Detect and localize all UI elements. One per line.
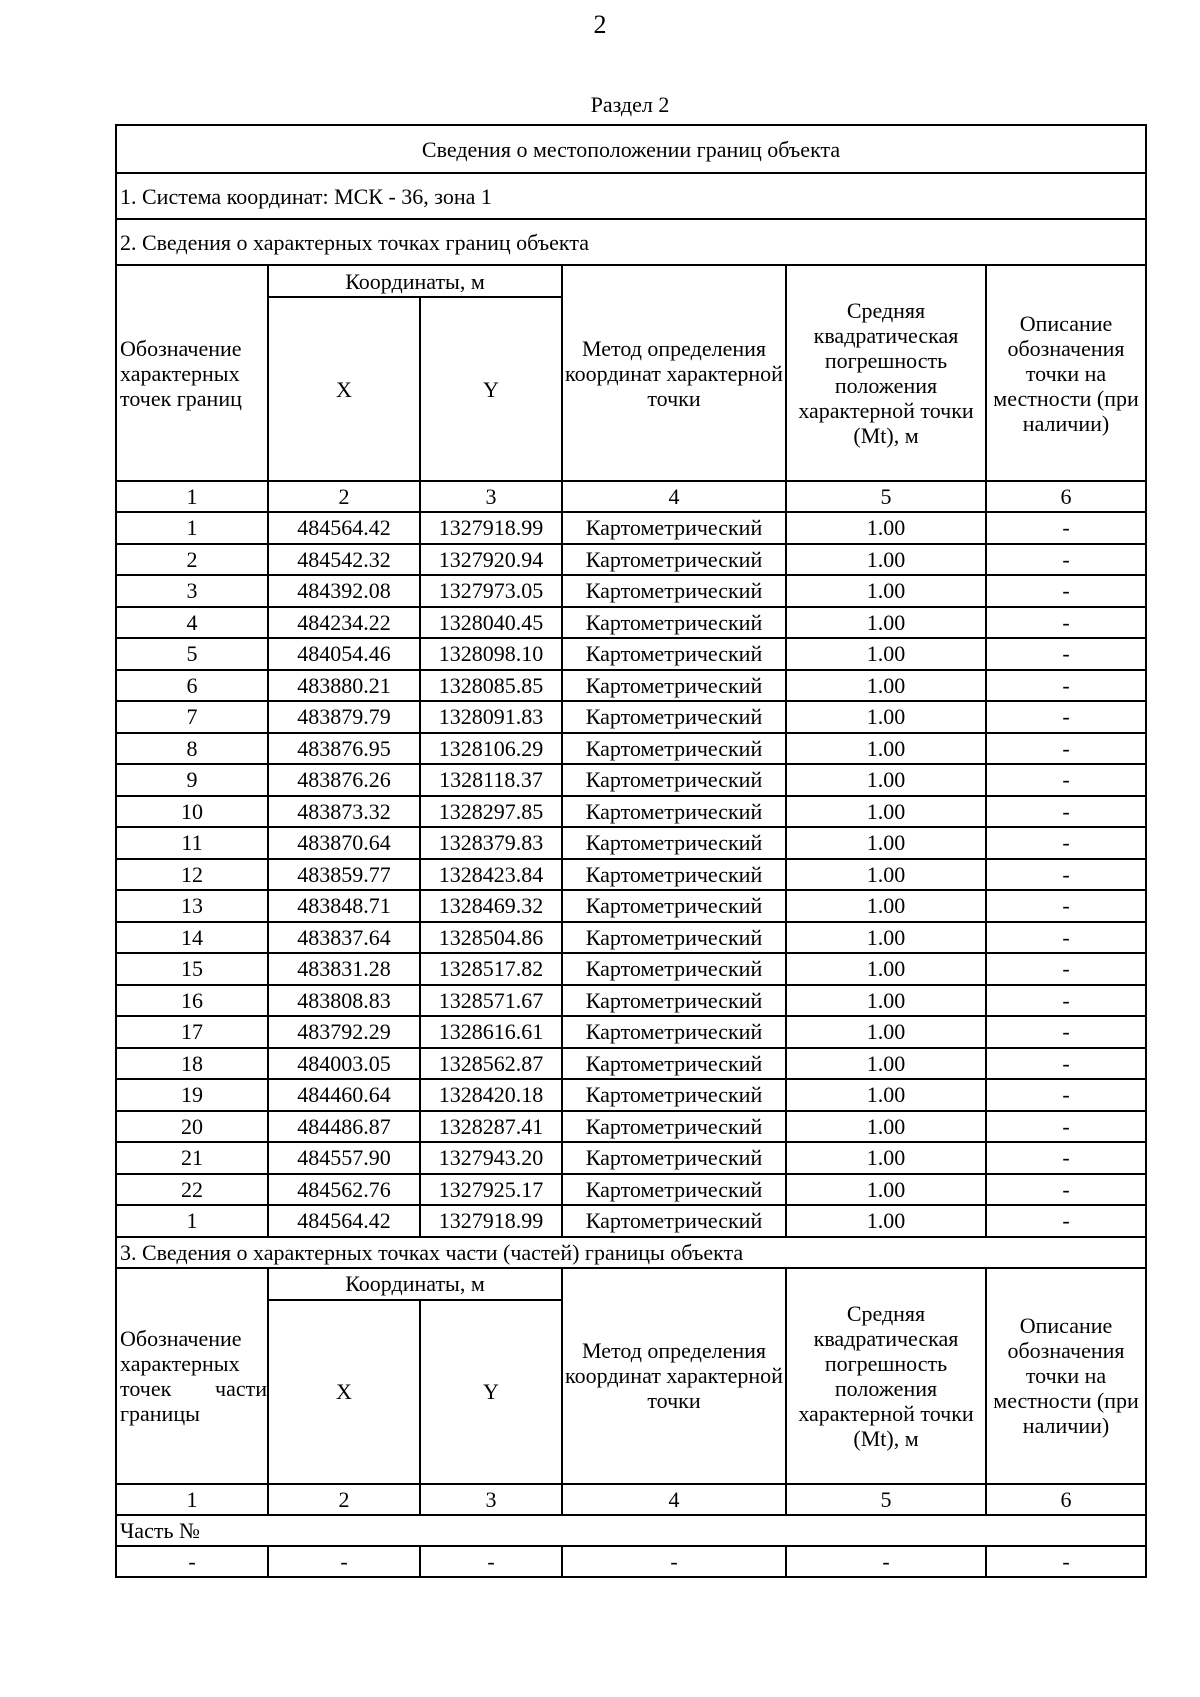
point-mt: 1.00 — [786, 1142, 986, 1174]
point-number: 9 — [116, 764, 268, 796]
point-description: - — [986, 1048, 1146, 1080]
point-y: 1327920.94 — [420, 544, 562, 576]
parts-column-numbers-row — [116, 1484, 1146, 1515]
part-empty-cell: - — [986, 1546, 1146, 1577]
point-number: 20 — [116, 1111, 268, 1143]
table-row — [116, 1016, 1146, 1048]
column-number: 2 — [268, 481, 420, 512]
table-row — [116, 1048, 1146, 1080]
point-method: Картометрический — [562, 607, 786, 639]
point-x: 484054.46 — [268, 638, 420, 670]
parts-header-row — [116, 1268, 1146, 1300]
point-description: - — [986, 1142, 1146, 1174]
point-method: Картометрический — [562, 512, 786, 544]
point-mt: 1.00 — [786, 638, 986, 670]
table-row — [116, 1174, 1146, 1206]
column-number: 5 — [786, 1484, 986, 1515]
column-number: 5 — [786, 481, 986, 512]
point-y: 1327925.17 — [420, 1174, 562, 1206]
header-x: X — [268, 297, 420, 481]
point-x: 484557.90 — [268, 1142, 420, 1174]
parts-header-point-designation: Обозначение характерных точек части границы — [116, 1268, 268, 1484]
point-mt: 1.00 — [786, 1111, 986, 1143]
point-method: Картометрический — [562, 575, 786, 607]
header-coordinates: Координаты, м — [268, 265, 562, 297]
point-description: - — [986, 1174, 1146, 1206]
column-number: 1 — [116, 1484, 268, 1515]
point-number: 13 — [116, 890, 268, 922]
parts-header-x: X — [268, 1300, 420, 1484]
point-y: 1328420.18 — [420, 1079, 562, 1111]
point-x: 483876.95 — [268, 733, 420, 765]
point-mt: 1.00 — [786, 764, 986, 796]
point-method: Картометрический — [562, 670, 786, 702]
point-mt: 1.00 — [786, 1174, 986, 1206]
point-description: - — [986, 985, 1146, 1017]
point-description: - — [986, 575, 1146, 607]
point-y: 1328085.85 — [420, 670, 562, 702]
point-y: 1328423.84 — [420, 859, 562, 891]
point-x: 483880.21 — [268, 670, 420, 702]
point-mt: 1.00 — [786, 827, 986, 859]
table-row — [116, 733, 1146, 765]
point-y: 1328297.85 — [420, 796, 562, 828]
point-mt: 1.00 — [786, 544, 986, 576]
point-x: 483873.32 — [268, 796, 420, 828]
table-row — [116, 512, 1146, 544]
point-method: Картометрический — [562, 890, 786, 922]
point-method: Картометрический — [562, 701, 786, 733]
point-method: Картометрический — [562, 953, 786, 985]
point-number: 2 — [116, 544, 268, 576]
table-row — [116, 701, 1146, 733]
point-number: 15 — [116, 953, 268, 985]
point-mt: 1.00 — [786, 575, 986, 607]
parts-header-y: Y — [420, 1300, 562, 1484]
point-method: Картометрический — [562, 764, 786, 796]
point-y: 1328091.83 — [420, 701, 562, 733]
part-empty-cell: - — [268, 1546, 420, 1577]
point-x: 483859.77 — [268, 859, 420, 891]
point-description: - — [986, 922, 1146, 954]
point-number: 17 — [116, 1016, 268, 1048]
point-x: 483879.79 — [268, 701, 420, 733]
point-y: 1328287.41 — [420, 1111, 562, 1143]
parts-section-title: 3. Сведения о характерных точках части (частей) границы объекта — [116, 1237, 1146, 1268]
coordinate-system-row — [116, 173, 1146, 219]
point-x: 484392.08 — [268, 575, 420, 607]
point-y: 1328118.37 — [420, 764, 562, 796]
point-description: - — [986, 1205, 1146, 1237]
table-row — [116, 670, 1146, 702]
point-description: - — [986, 1111, 1146, 1143]
table-row — [116, 953, 1146, 985]
section-label: Раздел 2 — [590, 92, 670, 117]
point-x: 483808.83 — [268, 985, 420, 1017]
part-empty-cell: - — [786, 1546, 986, 1577]
table-row — [116, 1142, 1146, 1174]
point-mt: 1.00 — [786, 953, 986, 985]
point-description: - — [986, 764, 1146, 796]
point-mt: 1.00 — [786, 512, 986, 544]
header-point-designation: Обозначение характерных точек границ — [116, 265, 268, 481]
table-row — [116, 1111, 1146, 1143]
point-method: Картометрический — [562, 1142, 786, 1174]
point-number: 5 — [116, 638, 268, 670]
page-number: 2 — [593, 10, 607, 39]
point-x: 484003.05 — [268, 1048, 420, 1080]
point-method: Картометрический — [562, 985, 786, 1017]
point-description: - — [986, 890, 1146, 922]
point-y: 1327973.05 — [420, 575, 562, 607]
point-description: - — [986, 733, 1146, 765]
point-x: 483876.26 — [268, 764, 420, 796]
point-description: - — [986, 1079, 1146, 1111]
point-number: 22 — [116, 1174, 268, 1206]
point-mt: 1.00 — [786, 733, 986, 765]
point-y: 1328469.32 — [420, 890, 562, 922]
point-y: 1328517.82 — [420, 953, 562, 985]
point-method: Картометрический — [562, 859, 786, 891]
point-description: - — [986, 512, 1146, 544]
column-number: 3 — [420, 481, 562, 512]
part-empty-row — [116, 1546, 1146, 1577]
column-number: 4 — [562, 481, 786, 512]
parts-header-description: Описание обозначения точки на местности (при наличии) — [986, 1268, 1146, 1484]
point-y: 1328562.87 — [420, 1048, 562, 1080]
point-y: 1327918.99 — [420, 512, 562, 544]
table-row — [116, 575, 1146, 607]
point-y: 1328616.61 — [420, 1016, 562, 1048]
point-mt: 1.00 — [786, 607, 986, 639]
point-method: Картометрический — [562, 638, 786, 670]
point-description: - — [986, 638, 1146, 670]
parts-header-method: Метод определения координат характерной точки — [562, 1268, 786, 1484]
table-row — [116, 827, 1146, 859]
point-description: - — [986, 670, 1146, 702]
point-mt: 1.00 — [786, 890, 986, 922]
column-number: 1 — [116, 481, 268, 512]
boundary-table — [115, 124, 1147, 1578]
parts-section-row — [116, 1237, 1146, 1268]
point-method: Картометрический — [562, 922, 786, 954]
point-method: Картометрический — [562, 1079, 786, 1111]
point-x: 484460.64 — [268, 1079, 420, 1111]
point-mt: 1.00 — [786, 1016, 986, 1048]
table-row — [116, 544, 1146, 576]
point-mt: 1.00 — [786, 922, 986, 954]
table-title-row — [116, 125, 1146, 173]
point-y: 1328106.29 — [420, 733, 562, 765]
point-number: 21 — [116, 1142, 268, 1174]
point-y: 1327918.99 — [420, 1205, 562, 1237]
table-row — [116, 985, 1146, 1017]
point-description: - — [986, 953, 1146, 985]
table-title: Сведения о местоположении границ объекта — [116, 125, 1146, 173]
header-method: Метод определения координат характерной точки — [562, 265, 786, 481]
point-number: 3 — [116, 575, 268, 607]
point-mt: 1.00 — [786, 859, 986, 891]
table-row — [116, 607, 1146, 639]
point-description: - — [986, 1016, 1146, 1048]
column-number: 4 — [562, 1484, 786, 1515]
column-numbers-row — [116, 481, 1146, 512]
point-method: Картометрический — [562, 1048, 786, 1080]
point-description: - — [986, 796, 1146, 828]
point-description: - — [986, 544, 1146, 576]
point-x: 483848.71 — [268, 890, 420, 922]
point-description: - — [986, 607, 1146, 639]
header-row — [116, 265, 1146, 297]
table-row — [116, 1079, 1146, 1111]
parts-header-coordinates: Координаты, м — [268, 1268, 562, 1300]
point-y: 1328571.67 — [420, 985, 562, 1017]
point-mt: 1.00 — [786, 701, 986, 733]
header-y: Y — [420, 297, 562, 481]
part-label-row — [116, 1515, 1146, 1546]
point-y: 1328504.86 — [420, 922, 562, 954]
point-number: 18 — [116, 1048, 268, 1080]
point-method: Картометрический — [562, 1016, 786, 1048]
point-mt: 1.00 — [786, 796, 986, 828]
point-y: 1327943.20 — [420, 1142, 562, 1174]
point-x: 484564.42 — [268, 1205, 420, 1237]
point-mt: 1.00 — [786, 1048, 986, 1080]
point-method: Картометрический — [562, 827, 786, 859]
point-number: 14 — [116, 922, 268, 954]
point-x: 484486.87 — [268, 1111, 420, 1143]
point-method: Картометрический — [562, 1174, 786, 1206]
point-method: Картометрический — [562, 544, 786, 576]
point-number: 1 — [116, 512, 268, 544]
point-description: - — [986, 827, 1146, 859]
point-number: 19 — [116, 1079, 268, 1111]
points-section-row — [116, 219, 1146, 265]
point-x: 483831.28 — [268, 953, 420, 985]
table-row — [116, 859, 1146, 891]
point-description: - — [986, 701, 1146, 733]
header-error: Средняя квадратическая погрешность положения характерной точки (Mt), м — [786, 265, 986, 481]
point-x: 484542.32 — [268, 544, 420, 576]
part-empty-cell: - — [562, 1546, 786, 1577]
point-y: 1328379.83 — [420, 827, 562, 859]
table-row — [116, 764, 1146, 796]
point-number: 10 — [116, 796, 268, 828]
point-x: 483870.64 — [268, 827, 420, 859]
header-description: Описание обозначения точки на местности (при наличии) — [986, 265, 1146, 481]
table-row — [116, 1205, 1146, 1237]
part-label: Часть № — [116, 1515, 1146, 1546]
column-number: 6 — [986, 1484, 1146, 1515]
point-method: Картометрический — [562, 733, 786, 765]
part-empty-cell: - — [420, 1546, 562, 1577]
point-number: 7 — [116, 701, 268, 733]
point-mt: 1.00 — [786, 1205, 986, 1237]
point-method: Картометрический — [562, 796, 786, 828]
point-x: 484234.22 — [268, 607, 420, 639]
table-row — [116, 638, 1146, 670]
column-number: 3 — [420, 1484, 562, 1515]
column-number: 2 — [268, 1484, 420, 1515]
point-number: 6 — [116, 670, 268, 702]
column-number: 6 — [986, 481, 1146, 512]
point-method: Картометрический — [562, 1205, 786, 1237]
point-number: 8 — [116, 733, 268, 765]
part-empty-cell: - — [116, 1546, 268, 1577]
point-x: 483792.29 — [268, 1016, 420, 1048]
point-x: 483837.64 — [268, 922, 420, 954]
points-section-title: 2. Сведения о характерных точках границ объекта — [116, 219, 1146, 265]
point-mt: 1.00 — [786, 1079, 986, 1111]
point-x: 484564.42 — [268, 512, 420, 544]
point-y: 1328098.10 — [420, 638, 562, 670]
point-number: 1 — [116, 1205, 268, 1237]
table-row — [116, 796, 1146, 828]
point-number: 16 — [116, 985, 268, 1017]
table-row — [116, 922, 1146, 954]
point-x: 484562.76 — [268, 1174, 420, 1206]
point-mt: 1.00 — [786, 985, 986, 1017]
point-mt: 1.00 — [786, 670, 986, 702]
point-method: Картометрический — [562, 1111, 786, 1143]
point-number: 12 — [116, 859, 268, 891]
point-description: - — [986, 859, 1146, 891]
point-y: 1328040.45 — [420, 607, 562, 639]
table-row — [116, 890, 1146, 922]
point-number: 11 — [116, 827, 268, 859]
point-number: 4 — [116, 607, 268, 639]
coordinate-system: 1. Система координат: МСК - 36, зона 1 — [116, 173, 1146, 219]
parts-header-error: Средняя квадратическая погрешность положения характерной точки (Mt), м — [786, 1268, 986, 1484]
